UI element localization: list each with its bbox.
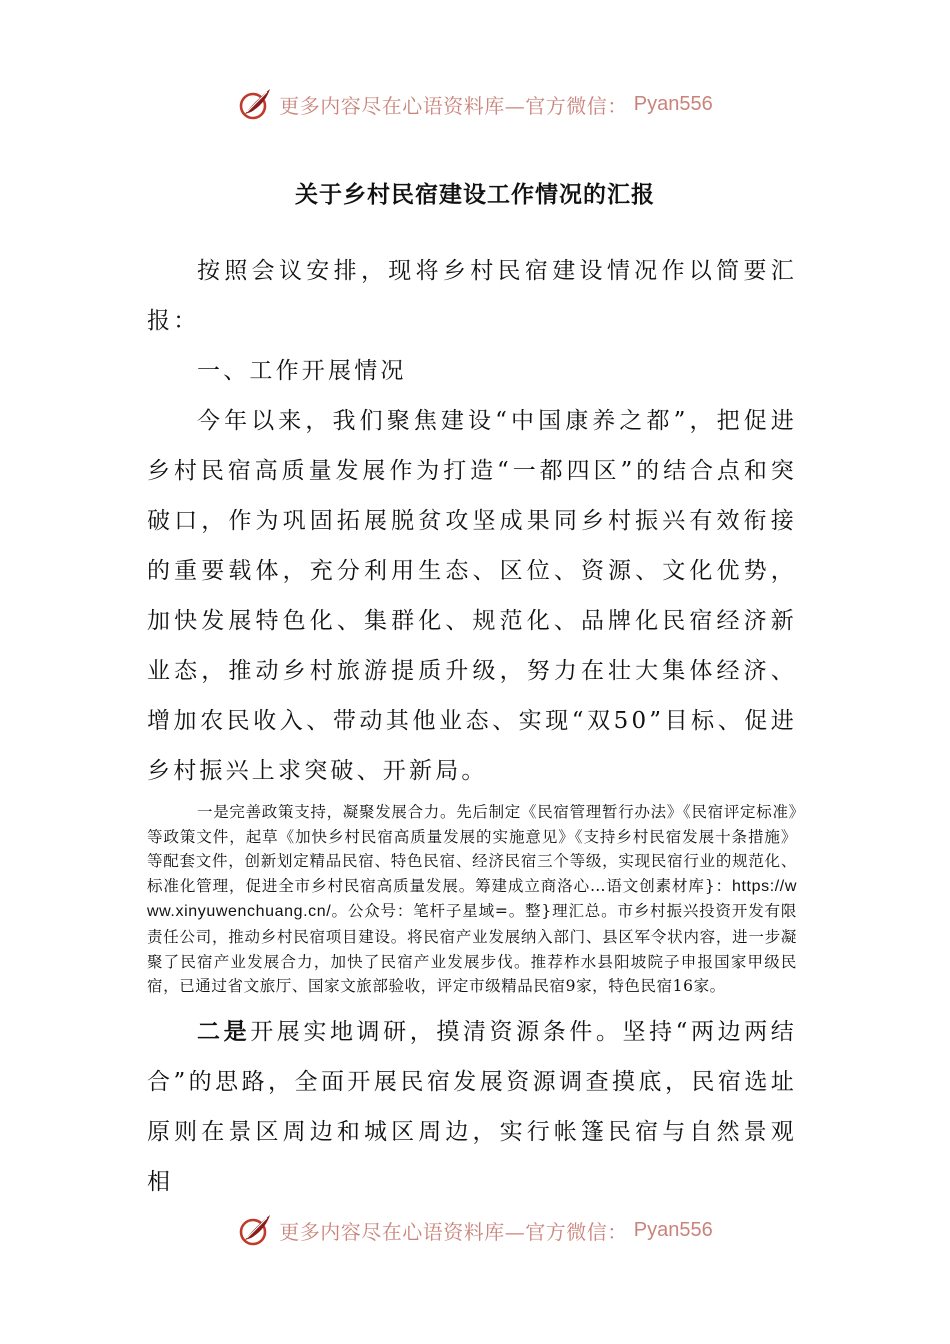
document-body [147, 246, 797, 1207]
paragraph-2-text: 开展实地调研，摸清资源条件。坚持“两边两结合”的思路，全面开展民宿发展资源调查摸底，民宿选址原则在景区周边和城区周边，实行帐篷民宿与自然景观相 [147, 1018, 797, 1195]
quill-logo-icon [237, 86, 273, 122]
document-title: 关于乡村民宿建设工作情况的汇报 [295, 181, 655, 208]
body-paragraph-2 [147, 1007, 797, 1207]
source-url: https://www.xinyuwenchuang.cn/ [147, 877, 797, 921]
paragraph-lead-label: 二是 [197, 1017, 251, 1045]
header-watermark-banner [0, 82, 950, 126]
quill-logo-icon [237, 1212, 273, 1248]
body-paragraph-1: 今年以来，我们聚焦建设“中国康养之都”，把促进乡村民宿高质量发展作为打造“一都四区”的结合点和突破口，作为巩固拓展脱贫攻坚成果同乡村振兴有效衔接的重要载体，充分利用生态、区位、资源、文化优势，加快发展特色化、集群化、规范化、品牌化民宿经济新业态，推动乡村旅游提质升级，努力在壮大集体经济、增加农民收入、带动其他业态、实现“双50”目标、促进乡村振兴上求突破、开新局。 [147, 408, 797, 784]
watermark-wechat-id: Pyan556 [633, 92, 713, 115]
section-heading: 一、工作开展情况 [197, 358, 407, 384]
watermark-text: 更多内容尽在心语资料库—官方微信： [279, 93, 628, 118]
footer-watermark-banner [0, 1208, 950, 1252]
policy-paragraph [147, 800, 797, 999]
policy-text-1: 一是完善政策支持，凝聚发展合力。先后制定《民宿管理暂行办法》《民宿评定标准》等政策文件，起草《加快乡村民宿高质量发展的实施意见》《支持乡村民宿发展十条措施》等配套文件，创新划定精品民宿、特色民宿、经济民宿三个等级，实现民宿行业的规范化、标准化管理，促进全市乡村民宿高质量发展。筹建成立商洛心…语文创素材库}： [147, 803, 797, 895]
watermark-text: 更多内容尽在心语资料库—官方微信： [279, 1219, 628, 1244]
watermark-wechat-id: Pyan556 [633, 1218, 713, 1241]
policy-text-2: 。公众号：笔杆子星域=。整}理汇总。市乡村振兴投资开发有限责任公司，推动乡村民宿项目建设。将民宿产业发展纳入部门、县区军令状内容，进一步凝聚了民宿产业发展合力，加快了民宿产业发展步伐。推荐柞水县阳坡院子申报国家甲级民宿，已通过省文旅厅、国家文旅部验收，评定市级精品民宿9家，特色民宿16家。 [147, 902, 797, 996]
intro-paragraph: 按照会议安排，现将乡村民宿建设情况作以简要汇报： [147, 258, 797, 334]
